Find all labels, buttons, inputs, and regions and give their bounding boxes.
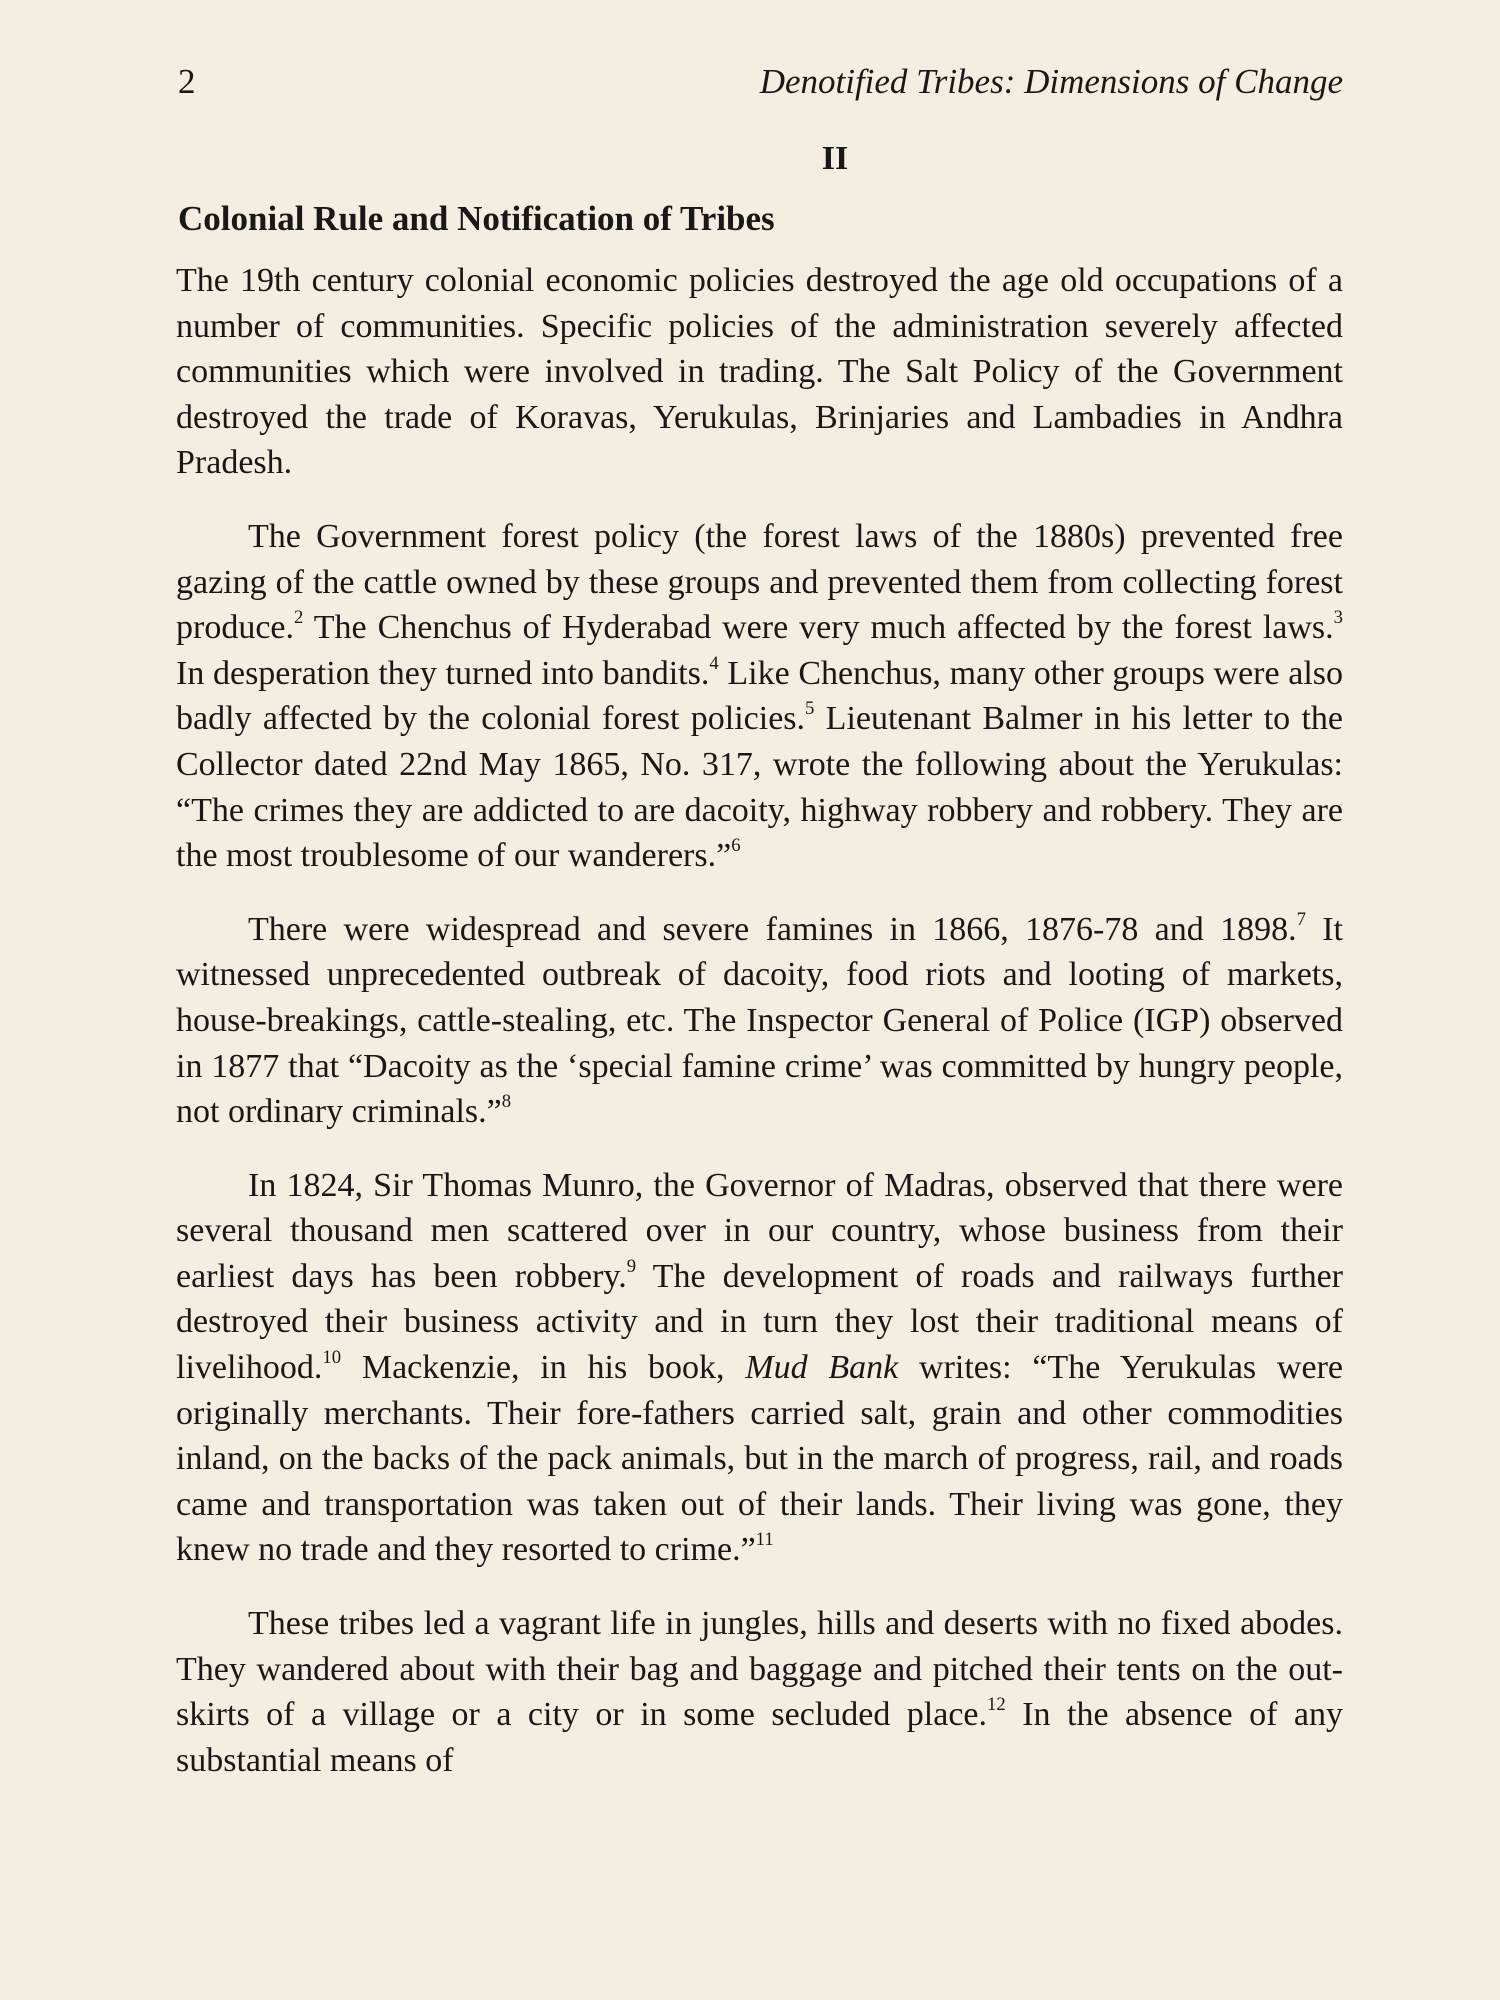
body-text bbox=[176, 258, 1343, 1811]
paragraph-text: writes: “The Yerukulas were originally merchants. Their fore-fathers carried salt, grain and other commodities inland, on the backs of the pack animals, but in the march of progress, rail, and roads came and transportation was taken out of their lands. Their living was gone, they knew no trade and they resorted to crime.” bbox=[176, 1349, 1343, 1569]
book-title: Mud Bank bbox=[745, 1349, 899, 1387]
paragraph-1-text: The 19th century colonial economic policies destroyed the age old occupations of a number of communities. Specific policies of the administration severely affected communities which were involved in trading. The Salt Policy of the Government destroyed the trade of Koravas, Yerukulas, Brinjaries and Lambadies in Andhra Pradesh. bbox=[176, 262, 1343, 482]
footnote-ref: 12 bbox=[987, 1694, 1006, 1716]
running-title: Denotified Tribes: Dimensions of Change bbox=[759, 62, 1343, 101]
footnote-ref: 8 bbox=[501, 1091, 512, 1113]
section-numeral: II bbox=[821, 140, 849, 177]
paragraph-text: Like Chenchus, many other groups were also badly affected by the colonial forest policies. bbox=[176, 654, 1343, 738]
paragraph-text: It witnessed unprecedented outbreak of dacoity, food riots and looting of markets, house-breakings, cattle-stealing, etc. The Inspector General of Police (IGP) observed in 1877 that “Dacoity as the ‘special famine crime’ was committed by hungry people, not ordinary criminals.” bbox=[176, 910, 1343, 1131]
footnote-ref: 7 bbox=[1296, 908, 1306, 930]
page-number: 2 bbox=[178, 62, 196, 101]
paragraph-text: There were widespread and severe famines in 1866, 1876-78 and 1898. bbox=[248, 910, 1297, 948]
paragraph-text: In desperation they turned into bandits. bbox=[176, 654, 710, 692]
paragraph-2 bbox=[176, 514, 1343, 879]
paragraph-text: The Government forest policy (the forest laws of the 1880s) prevented free gazing of the cattle owned by these groups and prevented them from collecting forest produce. bbox=[176, 517, 1343, 647]
footnote-ref: 11 bbox=[755, 1529, 774, 1551]
footnote-ref: 2 bbox=[294, 607, 304, 629]
paragraph-text: The development of roads and railways further destroyed their business activity and in turn they lost their traditional means of livelihood. bbox=[176, 1257, 1343, 1387]
paragraph-text: These tribes led a vagrant life in jungles, hills and deserts with no fixed abodes. They wandered about with their bag and baggage and pitched their tents on the out-skirts of a village or a city or in some secluded place. bbox=[176, 1605, 1343, 1734]
footnote-ref: 9 bbox=[626, 1255, 637, 1277]
paragraph-text: Mackenzie, in his book, bbox=[341, 1349, 746, 1387]
footnote-ref: 3 bbox=[1333, 607, 1343, 629]
footnote-ref: 6 bbox=[731, 835, 741, 857]
footnote-ref: 4 bbox=[709, 652, 719, 674]
paragraph-1 bbox=[176, 258, 1343, 486]
paragraph-4 bbox=[176, 1163, 1343, 1573]
page-header bbox=[178, 62, 1343, 112]
footnote-ref: 5 bbox=[805, 698, 815, 720]
paragraph-5 bbox=[176, 1601, 1343, 1783]
paragraph-text: The Chenchus of Hyderabad were very much affected by the forest laws. bbox=[303, 609, 1334, 647]
footnote-ref: 10 bbox=[322, 1347, 342, 1369]
paragraph-text: In 1824, Sir Thomas Munro, the Governor of Madras, observed that there were several thousand men scattered over in our country, whose business from their earliest days has been robbery. bbox=[176, 1166, 1343, 1295]
paragraph-text: Lieutenant Balmer in his letter to the Collector dated 22nd May 1865, No. 317, wrote the following about the Yerukulas: “The crimes they are addicted to are dacoity, highway robbery and robbery. They are the most troublesome of our wanderers.” bbox=[176, 700, 1343, 875]
section-heading: Colonial Rule and Notification of Tribes bbox=[178, 199, 775, 238]
paragraph-text: In the absence of any substantial means of bbox=[176, 1696, 1343, 1779]
paragraph-3 bbox=[176, 907, 1343, 1135]
